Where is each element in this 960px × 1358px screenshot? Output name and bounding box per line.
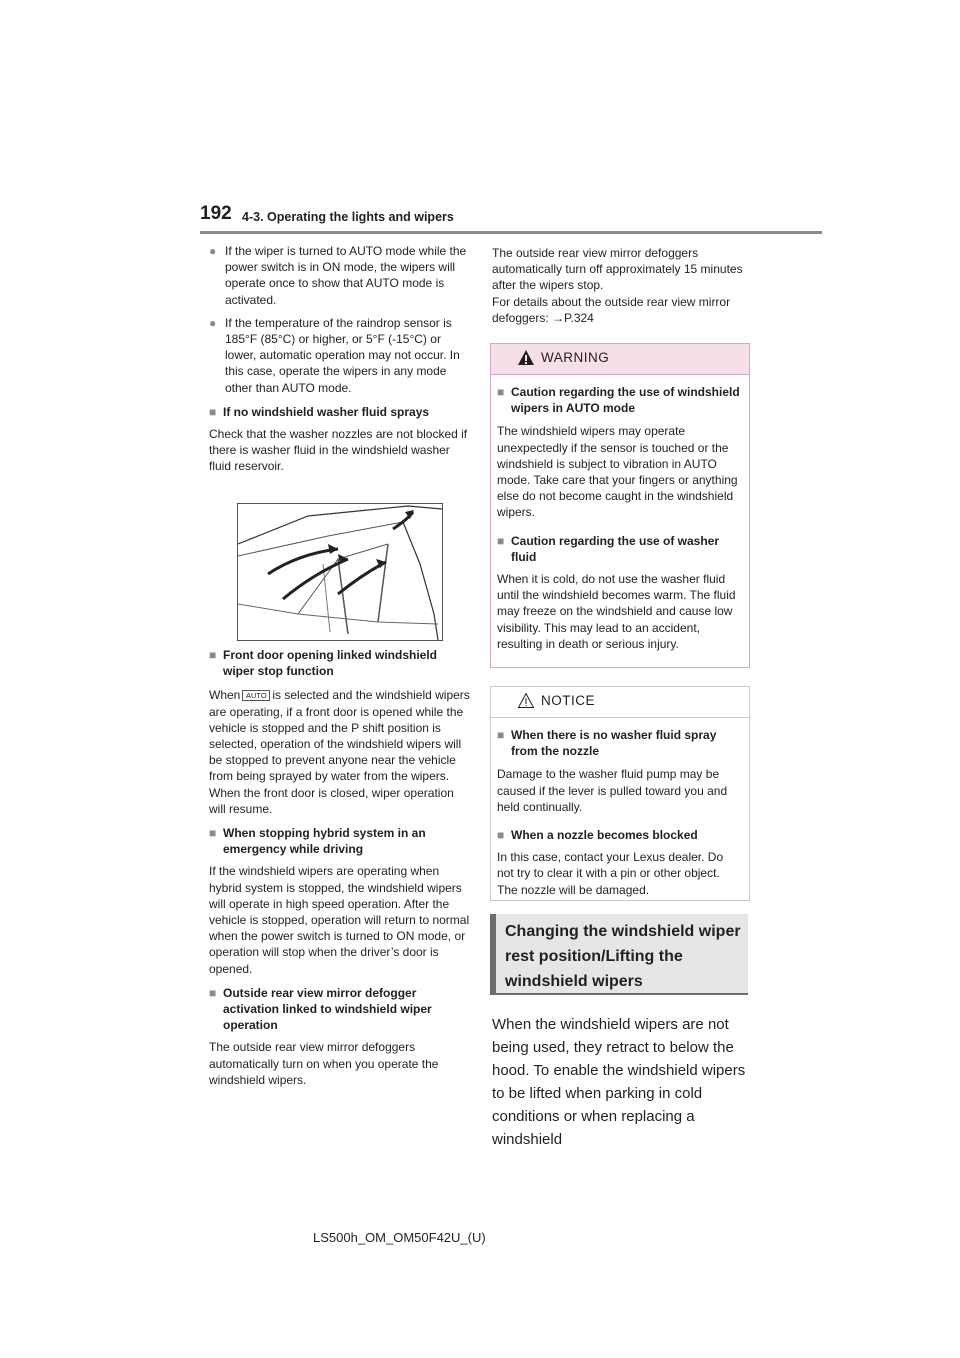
paragraph: In this case, contact your Lexus dealer. Do not try to clear it with a pin or other object. The nozzle will be damaged. [497,850,724,897]
subheading: ■ Outside rear view mirror defogger activation linked to windshield wiper operation [209,985,432,1033]
warning-label: WARNING [541,350,610,365]
notice-header [491,687,749,718]
left-column-top [209,243,471,475]
warning-box [490,343,750,668]
caution-triangle-icon [517,692,535,709]
paragraph: When it is cold, do not use the washer fluid until the windshield becomes warm. The fluid may freeze on the windshield and cause low visibility. This may lead to an accident, resulting in death or serious injury. [497,572,736,651]
subheading: ■ When there is no washer fluid spray from the nozzle [497,728,717,759]
paragraph: The outside rear view mirror defoggers automatically turn off approximately 15 minutes after the wipers stop. [492,246,743,293]
left-column-bottom [209,647,471,1088]
square-bullet-icon: ■ [497,828,505,843]
warning-body [491,375,749,652]
subheading: ■ When stopping hybrid system in an emergency while driving [209,826,426,857]
bullet-dot-icon: ● [209,315,217,330]
square-bullet-icon: ■ [497,533,505,548]
bullet-item: ● If the temperature of the raindrop sensor is 185°F (85°C) or higher, or 5°F (-15°C) or lower, automatic operation may not occur. In this case, operate the wipers in any mode other than AUTO mode. [209,315,460,395]
paragraph: For details about the outside rear view mirror defoggers: →P.324 [492,294,731,325]
page-number: 192 [200,203,232,224]
bullet-item: ● If the wiper is turned to AUTO mode while the power switch is in ON mode, the wipers will operate once to show that AUTO mode is activated. [209,244,467,307]
warning-triangle-icon [517,349,535,366]
paragraph: The windshield wipers may operate unexpectedly if the sensor is touched or the windshield is subject to vibration in AUTO mode. Take care that your fingers or anything else do not become caught in the windshield wipers. [497,424,738,520]
notice-box [490,686,750,901]
subheading: ■ Caution regarding the use of windshield wipers in AUTO mode [497,385,740,416]
paragraph: Damage to the washer fluid pump may be caused if the lever is pulled toward you and held continually. [497,767,728,814]
section-title: 4-3. Operating the lights and wipers [242,210,454,224]
square-bullet-icon: ■ [209,985,217,1000]
paragraph: When AUTO is selected and the windshield wipers are operating, if a front door is opened while the vehicle is stopped and the P shift position is selected, operation of the windshield wipers will be stopped to prevent anyone near the vehicle from being sprayed by water from the wipers. When the front door is closed, wiper operation will resume. [209,688,470,816]
windshield-illustration-svg [238,504,442,640]
paragraph: The outside rear view mirror defoggers automatically turn on when you operate the windshield wipers. [209,1040,439,1087]
notice-body [491,718,749,898]
square-bullet-icon: ■ [497,385,505,399]
auto-mode-icon: AUTO [242,690,270,701]
square-bullet-icon: ■ [209,826,217,841]
square-bullet-icon: ■ [209,648,217,662]
warning-header [491,344,749,375]
subheading: ■ Caution regarding the use of washer fluid [497,533,720,564]
right-column-top [492,245,754,326]
bullet-dot-icon: ● [209,244,217,258]
windshield-nozzles-illustration [237,503,443,641]
header-rule [200,231,822,234]
square-bullet-icon: ■ [209,404,217,419]
notice-label: NOTICE [541,693,596,708]
topic-header-box [490,914,748,995]
subheading: ■ Front door opening linked windshield wiper stop function [209,648,437,679]
footer-doc-code: LS500h_OM_OM50F42U_(U) [313,1230,486,1245]
square-bullet-icon: ■ [497,728,505,742]
paragraph: If the windshield wipers are operating when hybrid system is stopped, the windshield wipers will operate in high speed operation. After the vehicle is stopped, operation will return to normal when the power switch is turned to ON mode, or operation will stop when the driver’s door is opened. [209,864,470,976]
paragraph: Check that the washer nozzles are not blocked if there is washer fluid in the windshield washer fluid reservoir. [209,427,468,474]
subheading: ■ When a nozzle becomes blocked [497,828,698,843]
subheading: ■ If no windshield washer fluid sprays [209,404,430,419]
topic-title: Changing the windshield wiper rest position/Lifting the windshield wipers [505,923,741,990]
topic-intro-paragraph: When the windshield wipers are not being used, they retract to below the hood. To enable the windshield wipers to be lifted when parking in cold conditions or when replacing a windshield [492,1016,746,1148]
